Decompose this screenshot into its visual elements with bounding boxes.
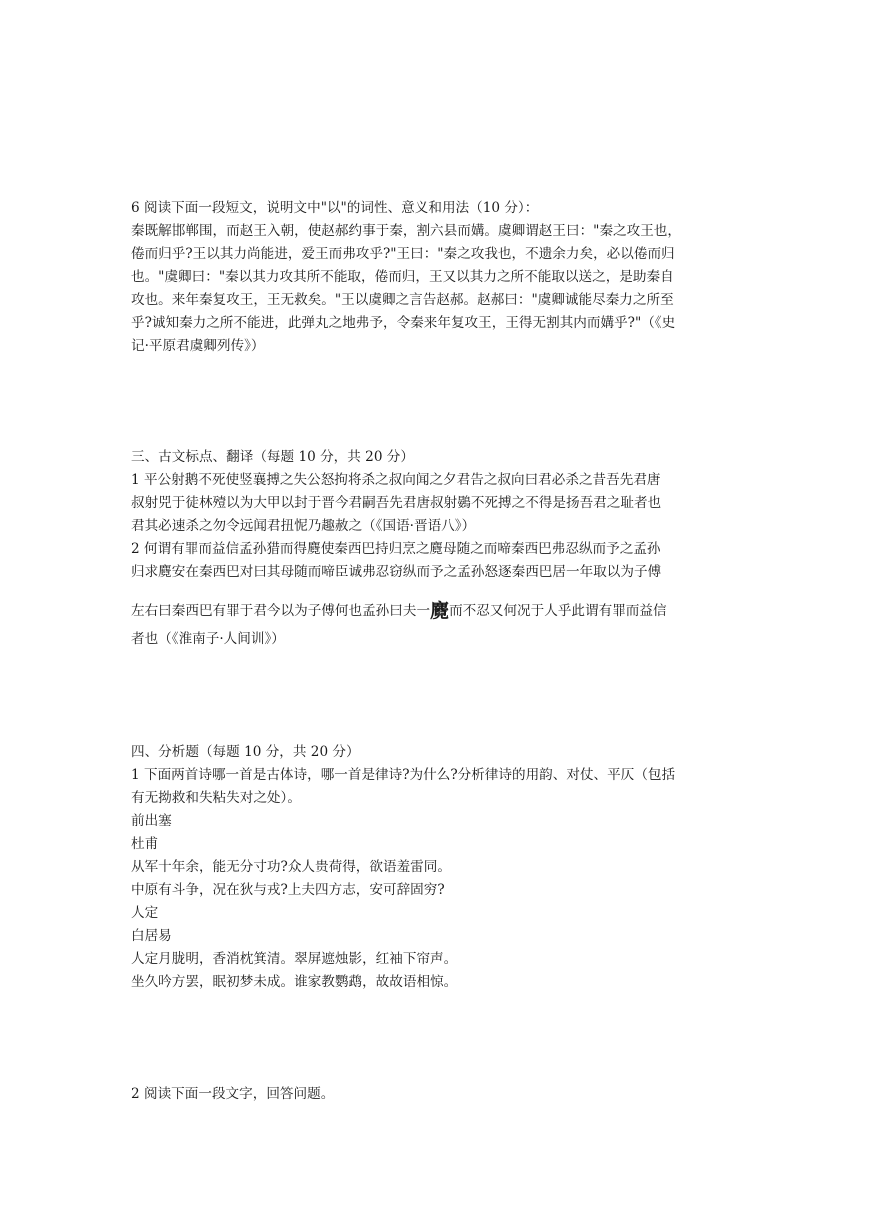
section-3-q1-line: 1 平公射鹅不死使竖襄搏之失公怒拘将杀之叔向闻之夕君告之叔向曰君必杀之昔吾先君唐 — [131, 472, 661, 488]
poem-title: 前出塞 — [131, 813, 172, 829]
section-4 — [131, 741, 741, 994]
section-3-q2-line — [131, 592, 741, 630]
passage-line: 秦既解邯郸围，而赵王入朝，使赵郝约事于秦，割六县而媾。虞卿谓赵王曰："秦之攻王也， — [131, 223, 681, 239]
section-3-q2-line: 2 何谓有罪而益信孟孙猎而得麑使秦西巴持归烹之麑母随之而啼秦西巴弗忍纵而予之孟孙 — [131, 541, 661, 557]
poem-line: 人定月胧明，香消枕箕清。翠屏遮烛影，红袖下帘声。 — [131, 951, 458, 967]
poem-author: 杜甫 — [131, 836, 159, 852]
section-3-q2-text: 而不忍又何况于人乎此谓有罪而益信 — [449, 603, 667, 619]
poem-title: 人定 — [131, 905, 159, 921]
section-4-q1-line: 1 下面两首诗哪一首是古体诗，哪一首是律诗?为什么?分析律诗的用韵、对仗、平仄（包括 — [131, 767, 676, 783]
section-4-heading: 四、分析题（每题 10 分，共 20 分） — [131, 744, 360, 760]
section-3 — [131, 446, 741, 651]
passage-line: 记·平原君虞卿列传》） — [131, 338, 265, 354]
question-6 — [131, 197, 741, 358]
section-4-question-2 — [131, 1083, 741, 1106]
section-3-heading: 三、古文标点、翻译（每题 10 分，共 20 分） — [131, 449, 414, 465]
poem-author: 白居易 — [131, 928, 172, 944]
passage-line: 攻也。来年秦复攻王，王无救矣。"王以虞卿之言告赵郝。赵郝曰："虞卿诚能尽秦力之所至 — [131, 292, 674, 308]
section-3-q2-text: 左右曰秦西巴有罪于君今以为子傅何也孟孙曰夫一 — [131, 603, 431, 619]
poem-line: 坐久吟方罢，眠初梦未成。谁家教鹦鹉，故故语相惊。 — [131, 974, 458, 990]
section-3-q1-line: 君其必速杀之勿令远闻君扭怩乃趣赦之（《国语·晋语八》） — [131, 518, 476, 534]
section-4-q1-line: 有无拗救和失粘失对之处）。 — [131, 790, 301, 806]
question-6-prompt: 6 阅读下面一段短文，说明文中"以"的词性、意义和用法（10 分）： — [131, 200, 539, 216]
section-4-q2-prompt: 2 阅读下面一段文字，回答问题。 — [131, 1086, 335, 1102]
large-character: 麑 — [430, 600, 450, 622]
passage-line: 也。"虞卿曰："秦以其力攻其所不能取，倦而归，王又以其力之所不能取以送之，是助秦自 — [131, 269, 674, 285]
section-3-q2-line: 者也（《淮南子·人间训》） — [131, 631, 285, 647]
section-3-q1-line: 叔射兕于徒林殪以为大甲以封于晋今君嗣吾先君唐叔射鷃不死搏之不得是扬吾君之耻者也 — [131, 495, 662, 511]
section-3-q2-line: 归求麑安在秦西巴对曰其母随而啼臣诚弗忍窃纵而予之孟孙怒逐秦西巴居一年取以为子傅 — [131, 564, 662, 580]
poem-line: 中原有斗争，况在狄与戎?上夫四方志，安可辞固穷? — [131, 882, 445, 898]
passage-line: 乎?诚知秦力之所不能进，此弹丸之地弗予，令秦来年复攻王，王得无割其内而媾乎?"（《史 — [131, 315, 676, 331]
passage-line: 倦而归乎?王以其力尚能进，爱王而弗攻乎?"王曰："秦之攻我也，不遗余力矣，必以倦而归 — [131, 246, 675, 262]
poem-line: 从军十年余，能无分寸功?众人贵荷得，欲语羞雷同。 — [131, 859, 451, 875]
